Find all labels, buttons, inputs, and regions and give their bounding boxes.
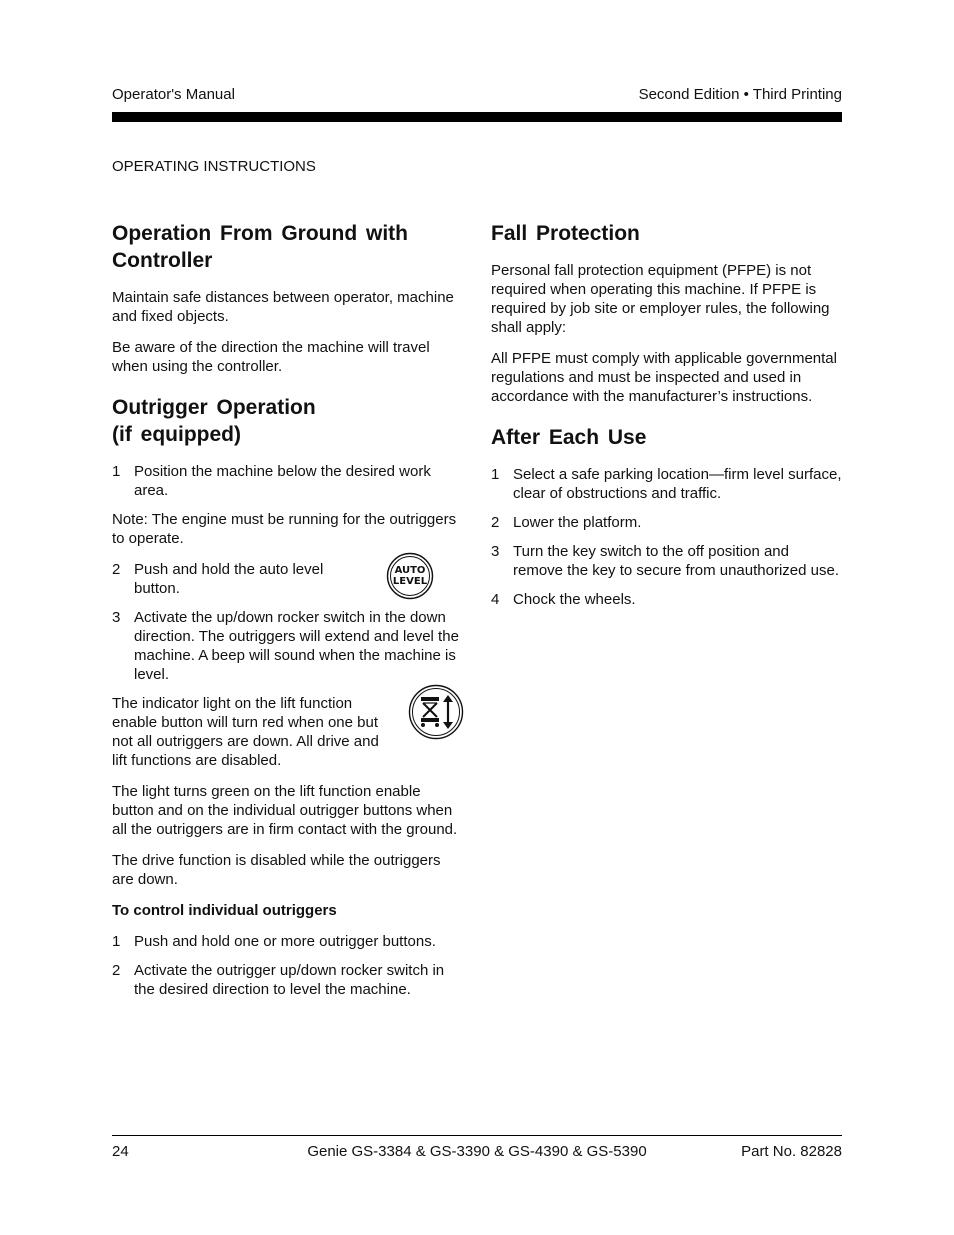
step-number: 2: [491, 514, 500, 531]
after-use-step-1: [491, 465, 843, 503]
paragraph-drive-disabled: The drive function is disabled while the outriggers are down.: [112, 852, 441, 888]
step-number: 2: [112, 962, 121, 979]
auto-level-button-icon: [386, 552, 434, 600]
step-number: 3: [491, 543, 500, 560]
heading-outrigger-operation: [112, 394, 464, 448]
individual-step-2: [112, 961, 464, 999]
step-text: Activate the outrigger up/down rocker switch in the desired direction to level the machine.: [134, 962, 445, 998]
heading-fall-protection: Fall Protection: [491, 222, 640, 245]
step-text: Select a safe parking location—firm level surface, clear of obstructions and traffic.: [513, 466, 842, 502]
lift-function-enable-icon: [408, 684, 464, 740]
footer-title: Genie GS-3384 & GS-3390 & GS-4390 & GS-5390: [307, 1143, 647, 1160]
subheading-individual-outriggers: To control individual outriggers: [112, 902, 337, 919]
paragraph-pfpe-comply: All PFPE must comply with applicable governmental regulations and must be inspected and used in accordance with the manufacturer’s instructions.: [491, 350, 837, 405]
footer-part-number: Part No. 82828: [741, 1143, 842, 1160]
footer-page-number: 24: [112, 1143, 129, 1160]
step-text: Lower the platform.: [513, 514, 642, 531]
auto-level-line2: LEVEL: [392, 576, 428, 587]
step-text: Position the machine below the desired work area.: [134, 463, 431, 499]
step-number: 3: [112, 609, 121, 626]
outrigger-step-3: [112, 608, 464, 684]
paragraph-indicator-light: The indicator light on the lift function enable button will turn red when one but not all outriggers are down. All drive and lift functions are disabled.: [112, 695, 379, 769]
step-number: 1: [112, 933, 121, 950]
step-text: Activate the up/down rocker switch in the down direction. The outriggers will extend and level the machine. A beep will sound when the machine is level.: [134, 609, 459, 683]
heading-outrigger-line2: (if equipped): [112, 423, 241, 446]
header-right: Second Edition • Third Printing: [638, 86, 842, 103]
section-label: OPERATING INSTRUCTIONS: [112, 158, 316, 175]
step-text: Push and hold the auto level button.: [134, 561, 324, 597]
step-number: 1: [491, 466, 500, 483]
outrigger-step-1: [112, 462, 464, 500]
right-column: [491, 220, 843, 619]
step-number: 1: [112, 463, 121, 480]
paragraph-safe-distances: Maintain safe distances between operator, machine and fixed objects.: [112, 289, 454, 325]
note-engine-running: Note: The engine must be running for the outriggers to operate.: [112, 511, 457, 547]
step-text: Push and hold one or more outrigger buttons.: [134, 933, 436, 950]
paragraph-pfpe-not-required: Personal fall protection equipment (PFPE) is not required when operating this machine. If PFPE is required by job site or employer rules, the following shall apply:: [491, 262, 830, 336]
paragraph-direction: Be aware of the direction the machine will travel when using the controller.: [112, 339, 430, 375]
step-number: 2: [112, 561, 121, 578]
individual-step-1: [112, 932, 464, 951]
step-text: Turn the key switch to the off position and remove the key to secure from unauthorized use.: [513, 543, 840, 579]
header-rule: [112, 112, 842, 122]
heading-outrigger-line1: Outrigger Operation: [112, 396, 316, 419]
indicator-block: [112, 694, 464, 770]
step-text: Chock the wheels.: [513, 591, 636, 608]
heading-operation-ground: Operation From Ground with Controller: [112, 222, 408, 272]
outrigger-step-2: [112, 560, 464, 598]
footer-rule: [112, 1135, 842, 1136]
heading-after-each-use: After Each Use: [491, 426, 647, 449]
header-left: Operator's Manual: [112, 86, 235, 103]
after-use-step-2: [491, 513, 843, 532]
step-number: 4: [491, 591, 500, 608]
auto-level-line1: AUTO: [394, 565, 426, 576]
paragraph-light-green: The light turns green on the lift function enable button and on the individual outrigger buttons when all the outriggers are in firm contact with the ground.: [112, 783, 458, 838]
after-use-step-3: [491, 542, 843, 580]
left-column: [112, 220, 464, 1009]
after-use-step-4: [491, 590, 843, 609]
